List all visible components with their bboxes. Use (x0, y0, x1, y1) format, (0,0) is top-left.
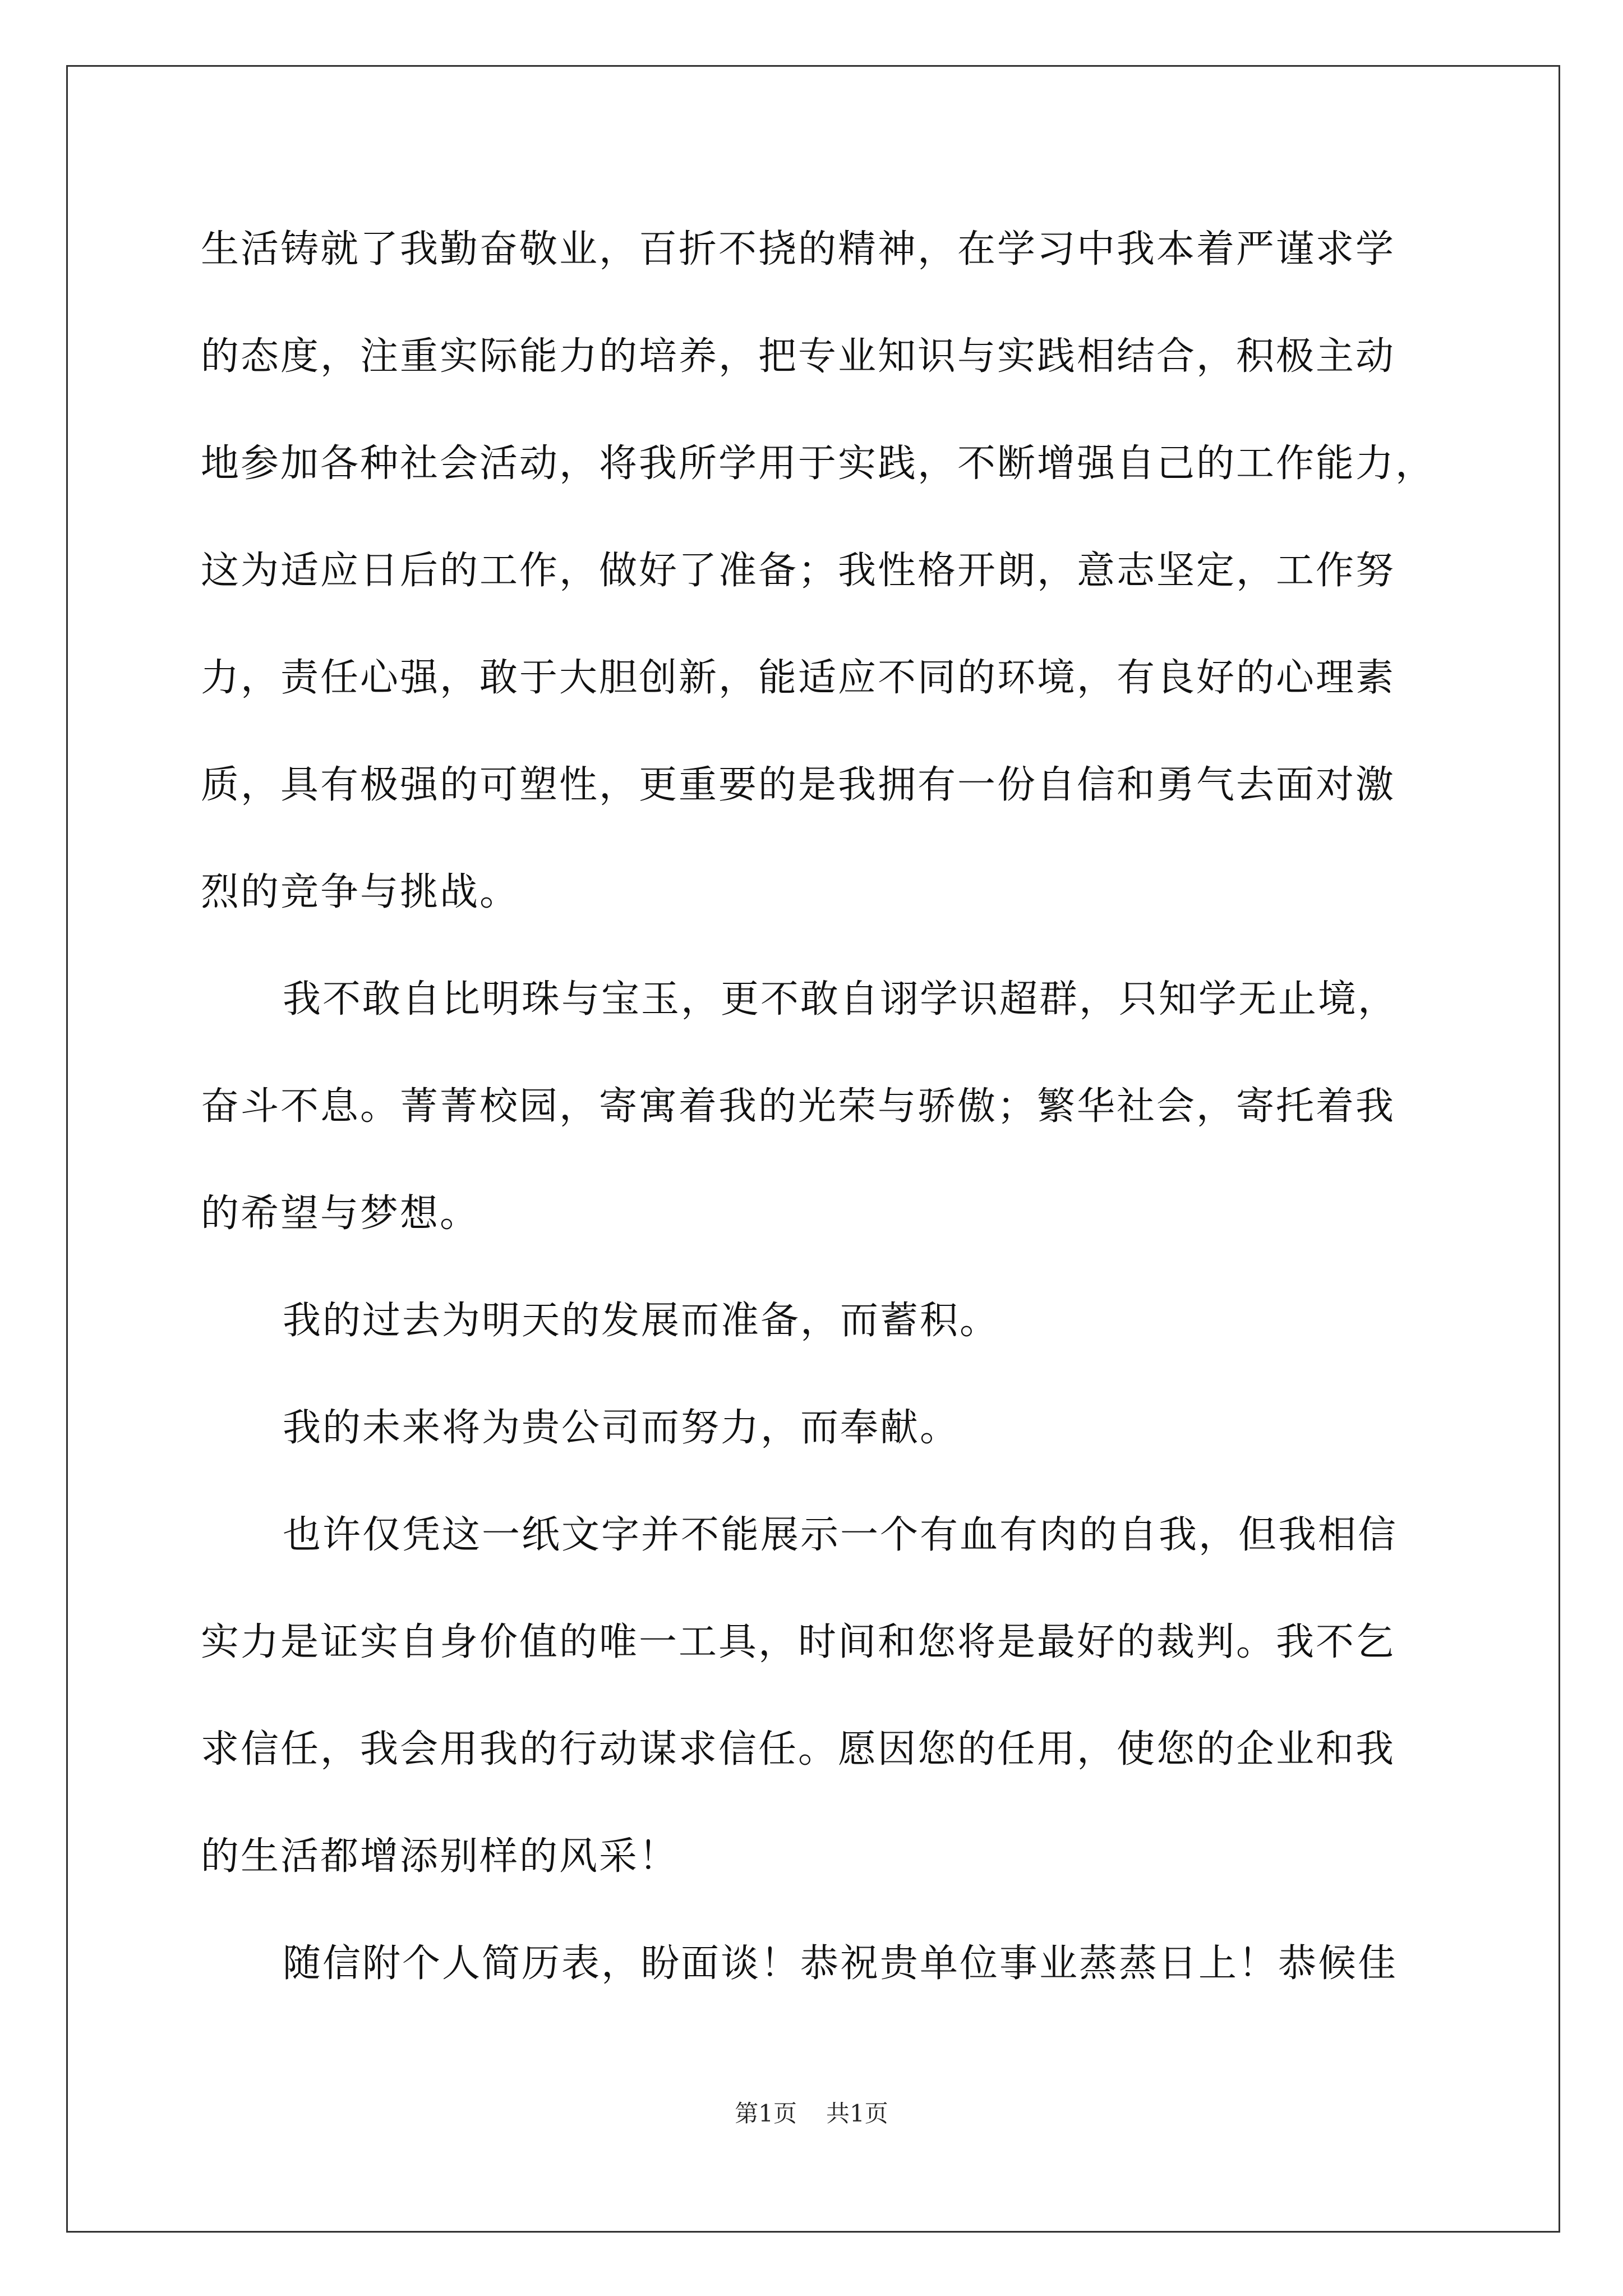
paragraph-first-line: 随信附个人简历表，盼面谈！恭祝贵单位事业蒸蒸日上！恭候佳 (283, 1941, 1398, 1986)
text-line: 生活铸就了我勤奋敬业，百折不挠的精神，在学习中我本着严谨求学 (201, 227, 1396, 272)
text-line: 的态度，注重实际能力的培养，把专业知识与实践相结合，积极主动 (201, 334, 1396, 379)
text-line: 质，具有极强的可塑性，更重要的是我拥有一份自信和勇气去面对激 (201, 763, 1396, 807)
paragraph-first-line: 我不敢自比明珠与宝玉，更不敢自诩学识超群，只知学无止境， (283, 977, 1398, 1022)
text-line: 这为适应日后的工作，做好了准备；我性格开朗，意志坚定，工作努 (201, 549, 1396, 593)
text-line: 求信任，我会用我的行动谋求信任。愿因您的任用，使您的企业和我 (201, 1727, 1396, 1772)
text-line: 力，责任心强，敢于大胆创新，能适应不同的环境，有良好的心理素 (201, 656, 1396, 700)
page-number-total: 共1页 (826, 2100, 888, 2127)
page-footer (0, 2097, 1623, 2131)
text-line: 的生活都增添别样的风采！ (201, 1834, 679, 1879)
text-line: 实力是证实自身价值的唯一工具，时间和您将是最好的裁判。我不乞 (201, 1620, 1396, 1664)
page-number-current: 第1页 (735, 2100, 797, 2127)
text-line: 的希望与梦想。 (201, 1191, 480, 1236)
text-line: 奋斗不息。菁菁校园，寄寓着我的光荣与骄傲；繁华社会，寄托着我 (201, 1084, 1396, 1129)
paragraph-first-line: 我的未来将为贵公司而努力，而奉献。 (283, 1406, 960, 1450)
text-line: 地参加各种社会活动，将我所学用于实践，不断增强自己的工作能力， (201, 441, 1436, 486)
paragraph-first-line: 也许仅凭这一纸文字并不能展示一个有血有肉的自我，但我相信 (283, 1513, 1398, 1557)
text-line: 烈的竞争与挑战。 (201, 870, 520, 914)
paragraph-first-line: 我的过去为明天的发展而准备，而蓄积。 (283, 1299, 1000, 1343)
document-body (201, 213, 1436, 2035)
